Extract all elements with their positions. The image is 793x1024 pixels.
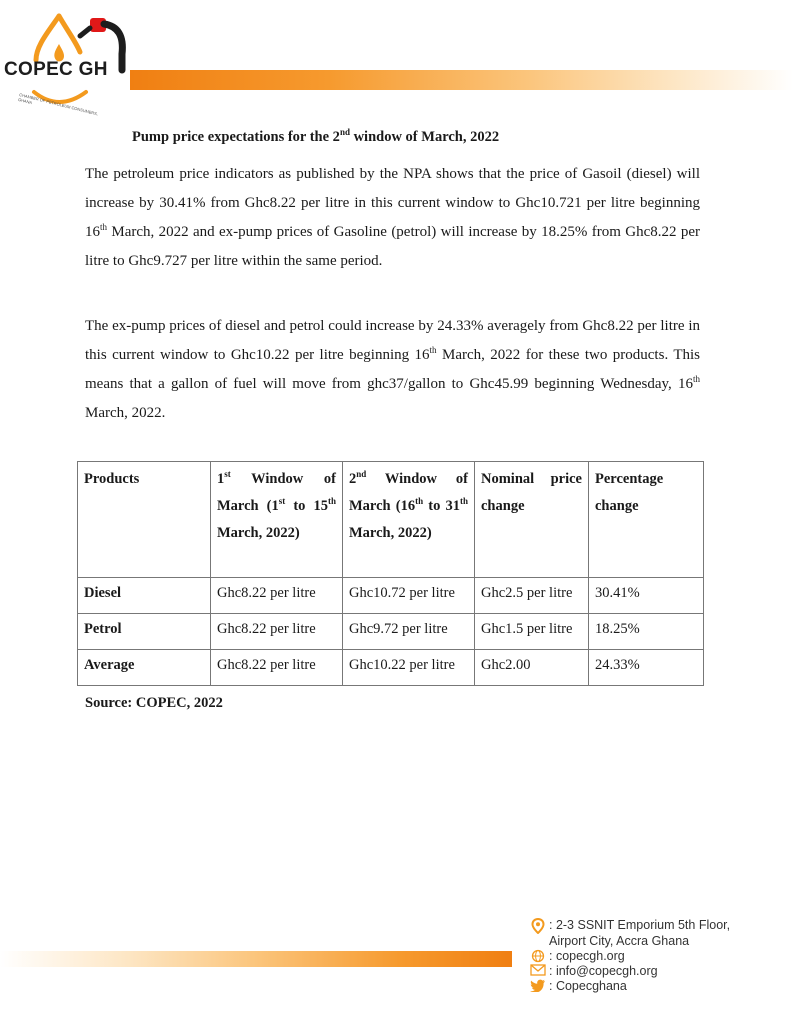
cell-nominal: Ghc2.5 per litre	[475, 578, 589, 614]
header-products: Products	[78, 462, 211, 578]
cell-nominal: Ghc1.5 per litre	[475, 614, 589, 650]
website-link[interactable]: : copecgh.org	[549, 949, 625, 963]
price-table	[77, 461, 704, 686]
cell-product: Average	[78, 650, 211, 686]
contact-block	[527, 918, 789, 994]
cell-product: Diesel	[78, 578, 211, 614]
source-note: Source: COPEC, 2022	[85, 695, 223, 711]
cell-window-1: Ghc8.22 per litre	[211, 650, 343, 686]
paragraph-price-indicators: The petroleum price indicators as published by the NPA shows that the price of Gasoil (diesel) will increase by 30.41% from Ghc8.22 per litre in this current window to Ghc10.721 per litre beginning 16th March, 2022 and ex-pump prices of Gasoline (petrol) will increase by 18.25% from Ghc8.22 per litre to Ghc9.727 per litre within the same period.	[85, 166, 700, 269]
cell-product: Petrol	[78, 614, 211, 650]
header-nominal-change: Nominal price change	[475, 462, 589, 578]
table-row	[78, 578, 704, 614]
cell-window-1: Ghc8.22 per litre	[211, 614, 343, 650]
location-pin-icon	[527, 918, 549, 934]
cell-window-1: Ghc8.22 per litre	[211, 578, 343, 614]
twitter-icon	[527, 979, 549, 992]
brand-name: COPEC GH	[4, 59, 108, 80]
website-row	[527, 949, 789, 964]
address-row-2	[527, 934, 789, 949]
address-line-2: Airport City, Accra Ghana	[549, 934, 690, 948]
table-header-row	[78, 462, 704, 578]
footer-accent-bar	[0, 951, 512, 967]
document-title: Pump price expectations for the 2nd window of March, 2022	[132, 127, 500, 145]
brand-tagline: CHAMBER OF PETROLEUM CONSUMERS, GHANA	[17, 92, 99, 117]
cell-percent: 18.25%	[589, 614, 704, 650]
paragraph-ex-pump-average: The ex-pump prices of diesel and petrol could increase by 24.33% averagely from Ghc8.22 per litre in this current window to Ghc10.22 per litre beginning 16th March, 2022 for these two products. This means that a gallon of fuel will move from ghc37/gallon to Ghc45.99 beginning Wednesday, 16th March, 2022.	[85, 318, 701, 421]
table-row	[78, 614, 704, 650]
address-row	[527, 918, 789, 934]
globe-icon	[527, 949, 549, 963]
table-row	[78, 650, 704, 686]
header-window-1: 1st Window of March (1st to 15th March, 2022)	[211, 462, 343, 578]
address-line-1: : 2-3 SSNIT Emporium 5th Floor,	[549, 918, 731, 932]
header-percentage-change: Percentage change	[589, 462, 704, 578]
cell-percent: 30.41%	[589, 578, 704, 614]
email-row	[527, 964, 789, 979]
twitter-handle[interactable]: : Copecghana	[549, 979, 627, 993]
cell-nominal: Ghc2.00	[475, 650, 589, 686]
mail-icon	[527, 964, 549, 976]
cell-window-2: Ghc10.22 per litre	[343, 650, 475, 686]
cell-window-2: Ghc10.72 per litre	[343, 578, 475, 614]
header-window-2: 2nd Window of March (16th to 31th March, 2022)	[343, 462, 475, 578]
cell-window-2: Ghc9.72 per litre	[343, 614, 475, 650]
header-accent-bar	[130, 70, 793, 90]
cell-percent: 24.33%	[589, 650, 704, 686]
twitter-row	[527, 979, 789, 994]
email-link[interactable]: : info@copecgh.org	[549, 964, 658, 978]
